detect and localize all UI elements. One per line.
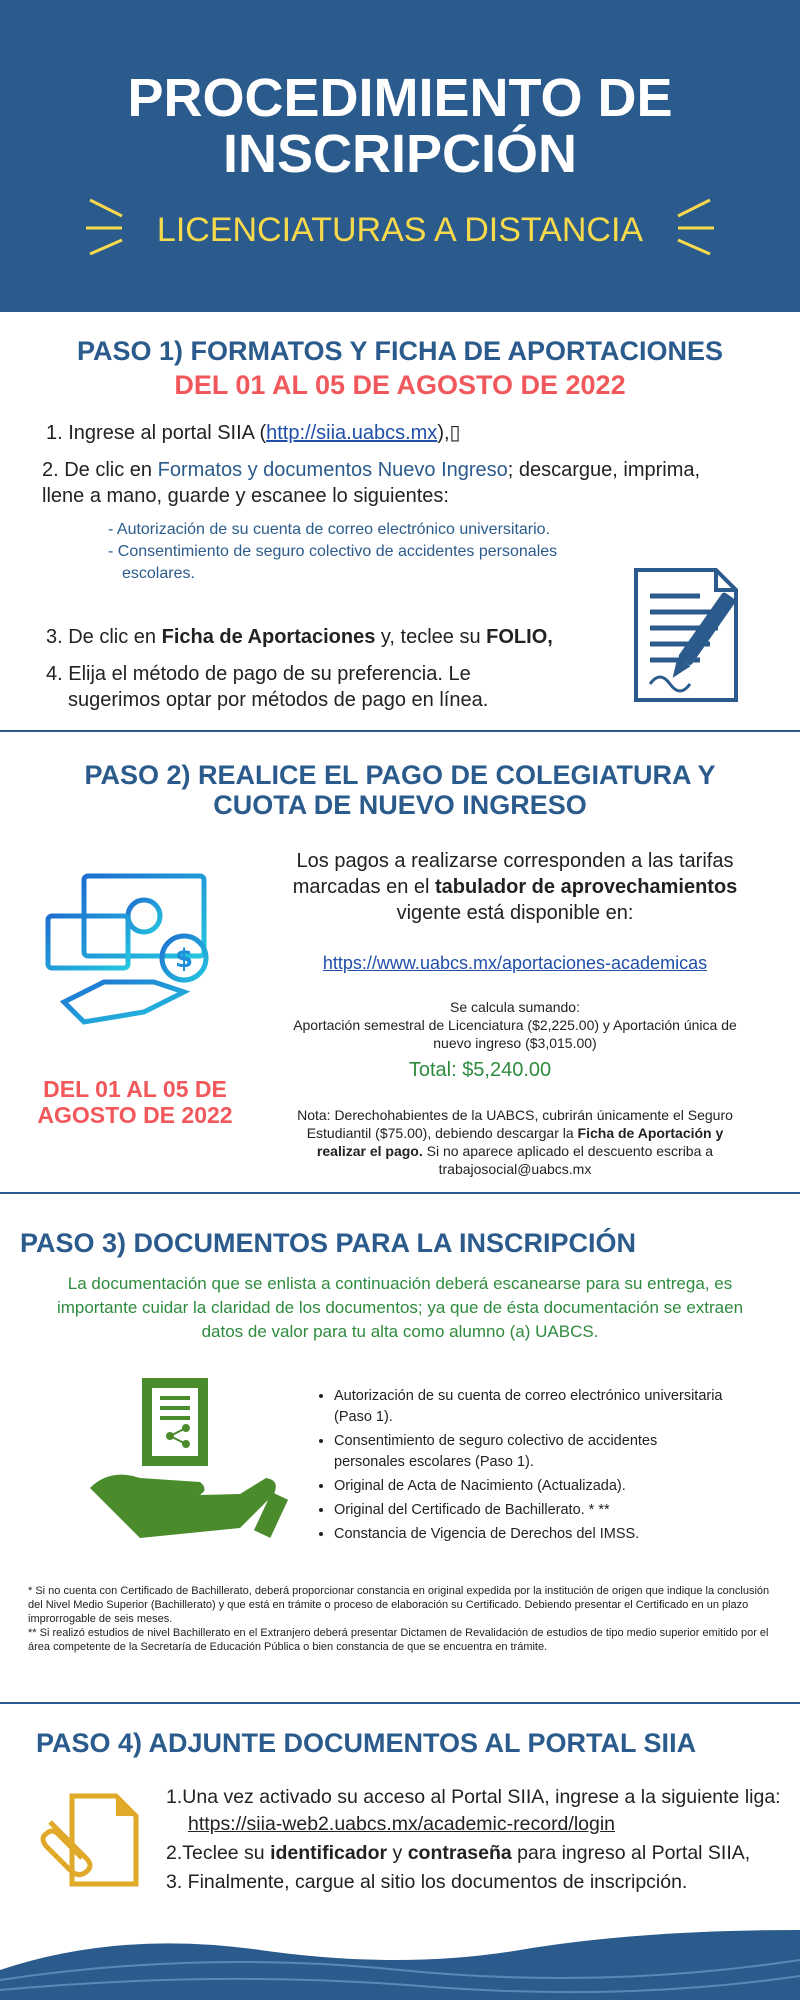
svg-text:$: $ — [174, 944, 194, 974]
paso1-dates: DEL 01 AL 05 DE AGOSTO DE 2022 — [174, 370, 626, 400]
subitem-seguro: - Consentimiento de seguro colectivo de accidentes personales escolares. — [108, 543, 558, 582]
paso3-footnotes — [28, 1584, 784, 1654]
document-hand-icon — [90, 1378, 290, 1548]
page-title — [0, 70, 800, 182]
paso1-step3: 3. De clic en Ficha de Aportaciones y, teclee su FOLIO, — [46, 626, 553, 648]
subitem-correo: - Autorización de su cuenta de correo electrónico universitario. — [108, 521, 551, 538]
footer-waves — [0, 1910, 800, 2000]
paso2-intro: Los pagos a realizarse corresponden a las tarifas marcadas en el tabulador de aprovechamientos vigente está disponible en: — [292, 850, 738, 924]
title-line-1: PROCEDIMIENTO DE — [127, 68, 673, 128]
siia-web2-link[interactable]: https://siia-web2.uabcs.mx/academic-record/login — [188, 1813, 616, 1835]
aportaciones-link[interactable]: https://www.uabcs.mx/aportaciones-academicas — [322, 953, 708, 973]
divider-3 — [0, 1702, 800, 1704]
paso3-title: PASO 3) DOCUMENTOS PARA LA INSCRIPCIÓN — [20, 1228, 637, 1258]
paso4-step3: 3. Finalmente, cargue al sitio los documentos de inscripción. — [166, 1871, 688, 1893]
divider-1 — [0, 730, 800, 732]
footnote-2: ** Si realizó estudios de nivel Bachillerato en el Extranjero deberá presentar Dictamen de Revalidación de estudios de tipo medio superior emitido por el área competente de la Secretaría de Educación Pública o bien constancia de que se encuentra en trámite. — [28, 1627, 769, 1653]
paso1-step4: 4. Elija el método de pago de su preferencia. Le sugerimos optar por métodos de pago en línea. — [46, 663, 489, 711]
paso1-step1: 1. Ingrese al portal SIIA (http://siia.uabcs.mx),▯ — [46, 422, 461, 444]
divider-2 — [0, 1192, 800, 1194]
rays-right-icon — [668, 192, 718, 262]
paso4-step1: 1.Una vez activado su acceso al Portal SIIA, ingrese a la siguiente liga: https://siia-web2.uabcs.mx/academic-record/login — [166, 1786, 781, 1835]
paso2-calc: Se calcula sumando: Aportación semestral de Licenciatura ($2,225.00) y Aportación única de nuevo ingreso ($3,015.00) — [293, 999, 737, 1051]
paso3-intro: La documentación que se enlista a continuación deberá escanearse para su entrega, es importante cuidar la claridad de los documentos; ya que de ésta documentación se extraen datos de valor para tu alta como alumno (a) UABCS. — [56, 1274, 744, 1341]
doc-item-imss: • Constancia de Vigencia de Derechos del IMSS. — [334, 1524, 732, 1545]
footnote-1: * Si no cuenta con Certificado de Bachillerato, deberá proporcionar constancia en original expedida por la institución de origen que indique la conclusión del Nivel Medio Superior (Bachillerato) y que está en trámite o proceso de elaboración su Certificado. Debiendo presentar el Certificado en un plazo improrrogable de seis meses. — [28, 1585, 770, 1625]
paso2-title: PASO 2) REALICE EL PAGO DE COLEGIATURA Y CUOTA DE NUEVO INGRESO — [84, 760, 716, 820]
paso4-steps — [166, 1784, 786, 1896]
doc-item-certificado: • Original del Certificado de Bachillerato. * ** — [334, 1500, 732, 1521]
payment-hand-icon — [44, 872, 220, 1032]
doc-item-acta: • Original de Acta de Nacimiento (Actualizada). — [334, 1476, 732, 1497]
page-subtitle: LICENCIATURAS A DISTANCIA — [156, 211, 644, 249]
paso1-title: PASO 1) FORMATOS Y FICHA DE APORTACIONES — [76, 336, 724, 366]
paso3-list — [312, 1386, 732, 1548]
doc-item-correo: • Autorización de su cuenta de correo electrónico universitaria (Paso 1). — [334, 1386, 732, 1428]
paso1-step2: 2. De clic en Formatos y documentos Nuevo Ingreso; descargue, imprima, llene a mano, guarde y escanee lo siguientes: — [42, 459, 701, 507]
paso4-title: PASO 4) ADJUNTE DOCUMENTOS AL PORTAL SIIA — [36, 1728, 697, 1758]
doc-item-seguro: • Consentimiento de seguro colectivo de accidentes personales escolares (Paso 1). — [334, 1431, 732, 1473]
header-banner — [0, 0, 800, 312]
paso2-note: Nota: Derechohabientes de la UABCS, cubrirán únicamente el Seguro Estudiantil ($75.00), debiendo descargar la Ficha de Aportación y realizar el pago. Si no aparece aplicado el descuento escriba a trabajosocial@uabcs.mx — [297, 1107, 733, 1177]
document-pen-icon — [630, 566, 770, 706]
siia-link[interactable]: http://siia.uabcs.mx — [266, 422, 438, 444]
paso2-total: Total: $5,240.00 — [408, 1059, 552, 1081]
attachment-file-icon — [40, 1792, 140, 1888]
paso4-step2: 2.Teclee su identificador y contraseña para ingreso al Portal SIIA, — [166, 1842, 751, 1864]
paso2-dates: DEL 01 AL 05 DE AGOSTO DE 2022 — [37, 1076, 233, 1128]
formatos-link[interactable]: Formatos y documentos Nuevo Ingreso — [157, 459, 508, 481]
title-line-2: INSCRIPCIÓN — [222, 124, 578, 184]
paso1-subitems — [108, 519, 578, 585]
